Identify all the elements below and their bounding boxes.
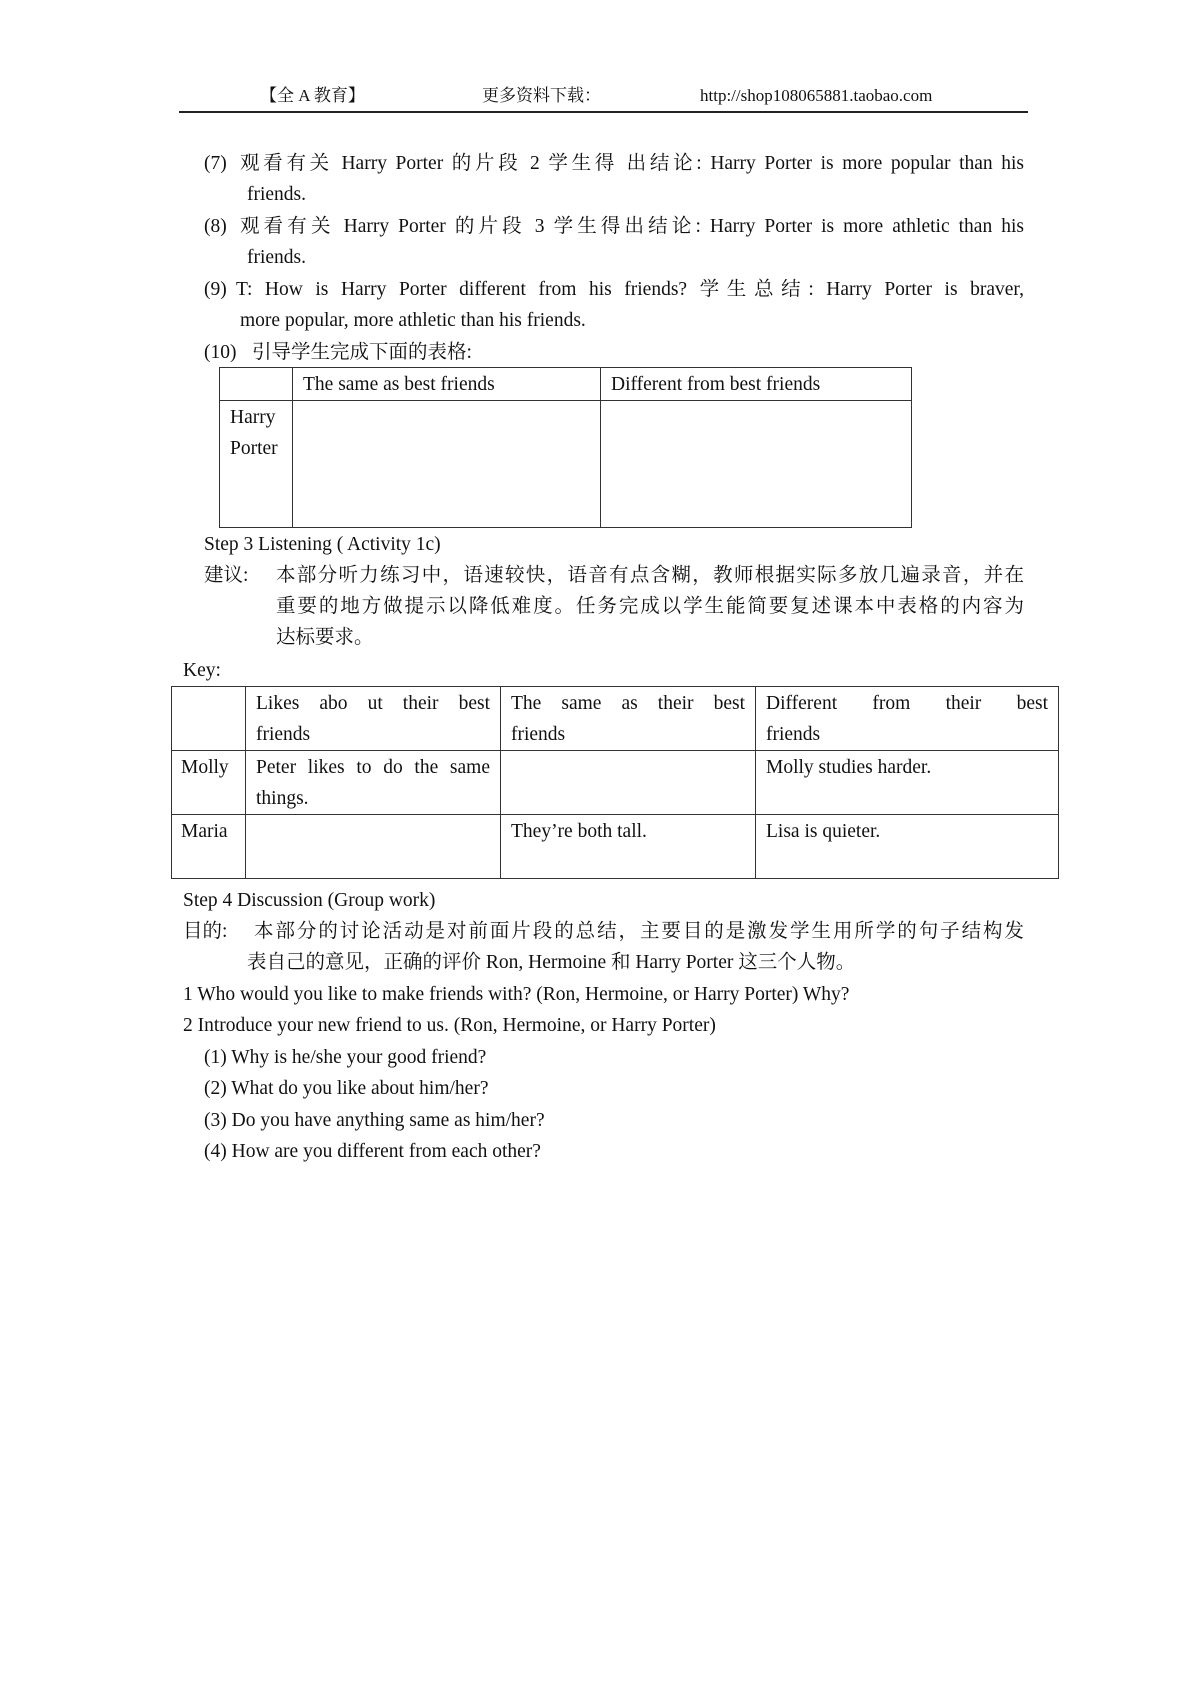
step-3-advice-line-3: 达标要求。 — [276, 627, 374, 648]
key-corner-cell — [172, 687, 246, 751]
table1-cell-different — [601, 401, 912, 528]
step-4-question-2: 2 Introduce your new friend to us. (Ron, Hermoine, or Harry Porter) — [183, 1015, 716, 1036]
step-9-line-1: T: How is Harry Porter different from his friends? 学生总结: Harry Porter is braver, — [236, 279, 1024, 300]
key-header-likes-line-2: friends — [256, 724, 311, 745]
step-4-question-2-1: (1) Why is he/she your good friend? — [204, 1047, 487, 1068]
header-url[interactable]: http://shop108065881.taobao.com — [700, 86, 933, 105]
key-header-same-line-1: The same as their best — [511, 693, 745, 714]
step-7-line-2: friends. — [247, 184, 307, 205]
step-3-advice-label: 建议: — [204, 565, 249, 586]
step-3-advice-line-2: 重要的地方做提示以降低难度。任务完成以学生能简要复述课本中表格的内容为 — [276, 596, 1024, 617]
table1-cell-same — [293, 401, 601, 528]
step-3-advice-line-1: 本部分听力练习中，语速较快，语音有点含糊，教师根据实际多放几遍录音，并在 — [276, 565, 1024, 586]
key-header-same — [501, 687, 756, 751]
key-table — [171, 686, 1059, 879]
table1-header-same: The same as best friends — [293, 368, 601, 401]
step-8-number: (8) — [204, 216, 227, 237]
key-header-different — [756, 687, 1059, 751]
key-label: Key: — [183, 660, 221, 681]
step-7-line-1: 观看有关 Harry Porter 的片段 2 学生得 出结论: Harry Porter is more popular than his — [240, 153, 1024, 174]
step-10-text: 引导学生完成下面的表格: — [252, 342, 472, 363]
step-4-title: Step 4 Discussion (Group work) — [183, 890, 436, 911]
table1-row-label-line-2: Porter — [230, 438, 278, 459]
step-10-number: (10) — [204, 342, 237, 363]
key-header-likes — [246, 687, 501, 751]
step-7-number: (7) — [204, 153, 227, 174]
key-row-molly-likes-line-2: things. — [256, 788, 309, 809]
key-header-likes-line-1: Likes abo ut their best — [256, 693, 490, 714]
table1-row-label — [220, 401, 293, 528]
step-9-line-2: more popular, more athletic than his friends. — [240, 310, 586, 331]
step-4-question-2-3: (3) Do you have anything same as him/her? — [204, 1110, 545, 1131]
harry-porter-table — [219, 367, 912, 528]
key-row-molly-same — [501, 751, 756, 815]
key-row-molly-different: Molly studies harder. — [756, 751, 1059, 815]
step-3-title: Step 3 Listening ( Activity 1c) — [204, 534, 441, 555]
header-download-label: 更多资料下载： — [482, 86, 601, 105]
header-brand: 【全 A 教育】 — [260, 86, 365, 105]
step-4-purpose-line-2: 表自己的意见，正确的评价 Ron, Hermoine 和 Harry Porter 这三个人物。 — [247, 952, 856, 973]
step-8-line-1: 观看有关 Harry Porter 的片段 3 学生得出结论: Harry Porter is more athletic than his — [240, 216, 1024, 237]
key-row-maria-likes — [246, 815, 501, 879]
table1-header-different: Different from best friends — [601, 368, 912, 401]
key-header-different-line-2: friends — [766, 724, 821, 745]
key-row-maria-different: Lisa is quieter. — [756, 815, 1059, 879]
step-4-question-2-2: (2) What do you like about him/her? — [204, 1078, 489, 1099]
key-row-molly-name: Molly — [172, 751, 246, 815]
key-row-maria-same: They’re both tall. — [501, 815, 756, 879]
step-8-line-2: friends. — [247, 247, 307, 268]
step-4-purpose-label: 目的: — [183, 921, 228, 942]
key-header-different-line-1: Different from their best — [766, 693, 1048, 714]
key-header-same-line-2: friends — [511, 724, 566, 745]
key-row-maria-name: Maria — [172, 815, 246, 879]
step-9-number: (9) — [204, 279, 227, 300]
step-4-question-1: 1 Who would you like to make friends with? (Ron, Hermoine, or Harry Porter) Why? — [183, 984, 850, 1005]
key-row-molly-likes-line-1: Peter likes to do the same — [256, 757, 490, 778]
step-4-question-2-4: (4) How are you different from each other? — [204, 1141, 541, 1162]
key-row-molly-likes — [246, 751, 501, 815]
header-divider — [179, 111, 1028, 113]
table1-row-label-line-1: Harry — [230, 407, 276, 428]
table1-corner-cell — [220, 368, 293, 401]
step-4-purpose-line-1: 本部分的讨论活动是对前面片段的总结，主要目的是激发学生用所学的句子结构发 — [254, 921, 1024, 942]
